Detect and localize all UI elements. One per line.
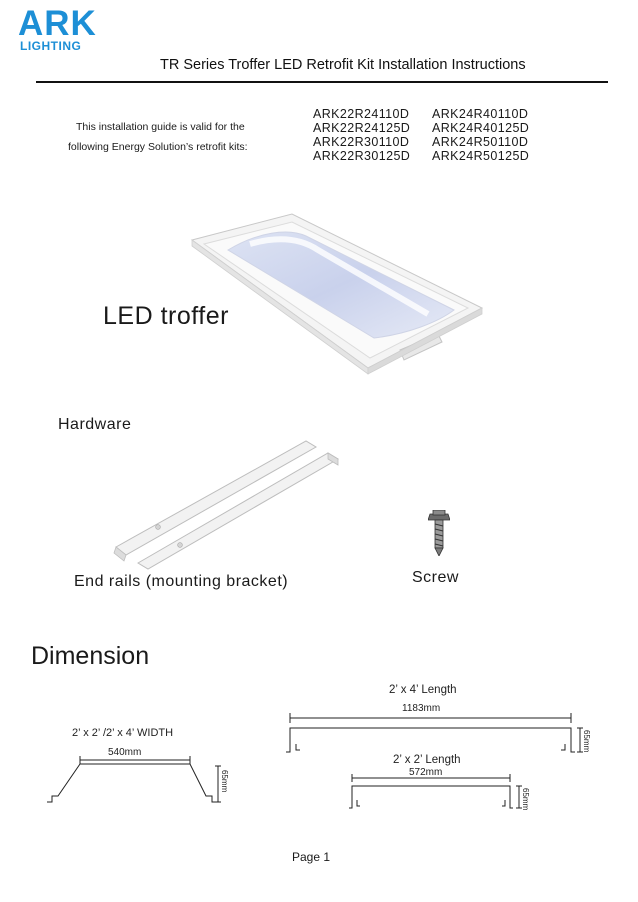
width-profile — [47, 764, 216, 802]
width-height-value: 65mm — [220, 770, 229, 793]
length4-title: 2’ x 4’ Length — [389, 684, 457, 696]
document-title: TR Series Troffer LED Retrofit Kit Installation Instructions — [160, 57, 526, 73]
model-item: ARK22R24110D — [313, 107, 410, 121]
logo-wordmark: ARK — [18, 4, 97, 43]
end-rails-label: End rails (mounting bracket) — [74, 573, 289, 590]
intro-line-1: This installation guide is valid for the — [76, 121, 245, 133]
length2-profile — [349, 786, 513, 808]
led-troffer-label: LED troffer — [103, 302, 229, 330]
screw-label: Screw — [412, 569, 459, 586]
length4-value: 1183mm — [402, 703, 441, 714]
page-number: Page 1 — [292, 850, 331, 864]
length4-profile — [286, 728, 575, 752]
model-item: ARK24R50110D — [432, 135, 529, 149]
model-item: ARK24R50125D — [432, 149, 530, 163]
length2-title: 2’ x 2’ Length — [393, 754, 461, 766]
length2-height-value: 65mm — [521, 788, 530, 811]
model-item: ARK22R24125D — [313, 121, 411, 135]
length4-height-value: 65mm — [582, 730, 591, 753]
length2-value: 572mm — [409, 767, 443, 778]
width-title: 2’ x 2’ /2’ x 4’ WIDTH — [72, 727, 174, 739]
logo-subtitle: LIGHTING — [20, 39, 82, 53]
model-item: ARK24R40110D — [432, 107, 529, 121]
model-item: ARK24R40125D — [432, 121, 530, 135]
width-value: 540mm — [108, 747, 142, 758]
intro-line-2: following Energy Solution’s retrofit kits: — [68, 141, 248, 153]
hardware-heading: Hardware — [58, 416, 132, 433]
dimension-heading: Dimension — [31, 642, 150, 670]
model-item: ARK22R30110D — [313, 135, 410, 149]
model-item: ARK22R30125D — [313, 149, 411, 163]
